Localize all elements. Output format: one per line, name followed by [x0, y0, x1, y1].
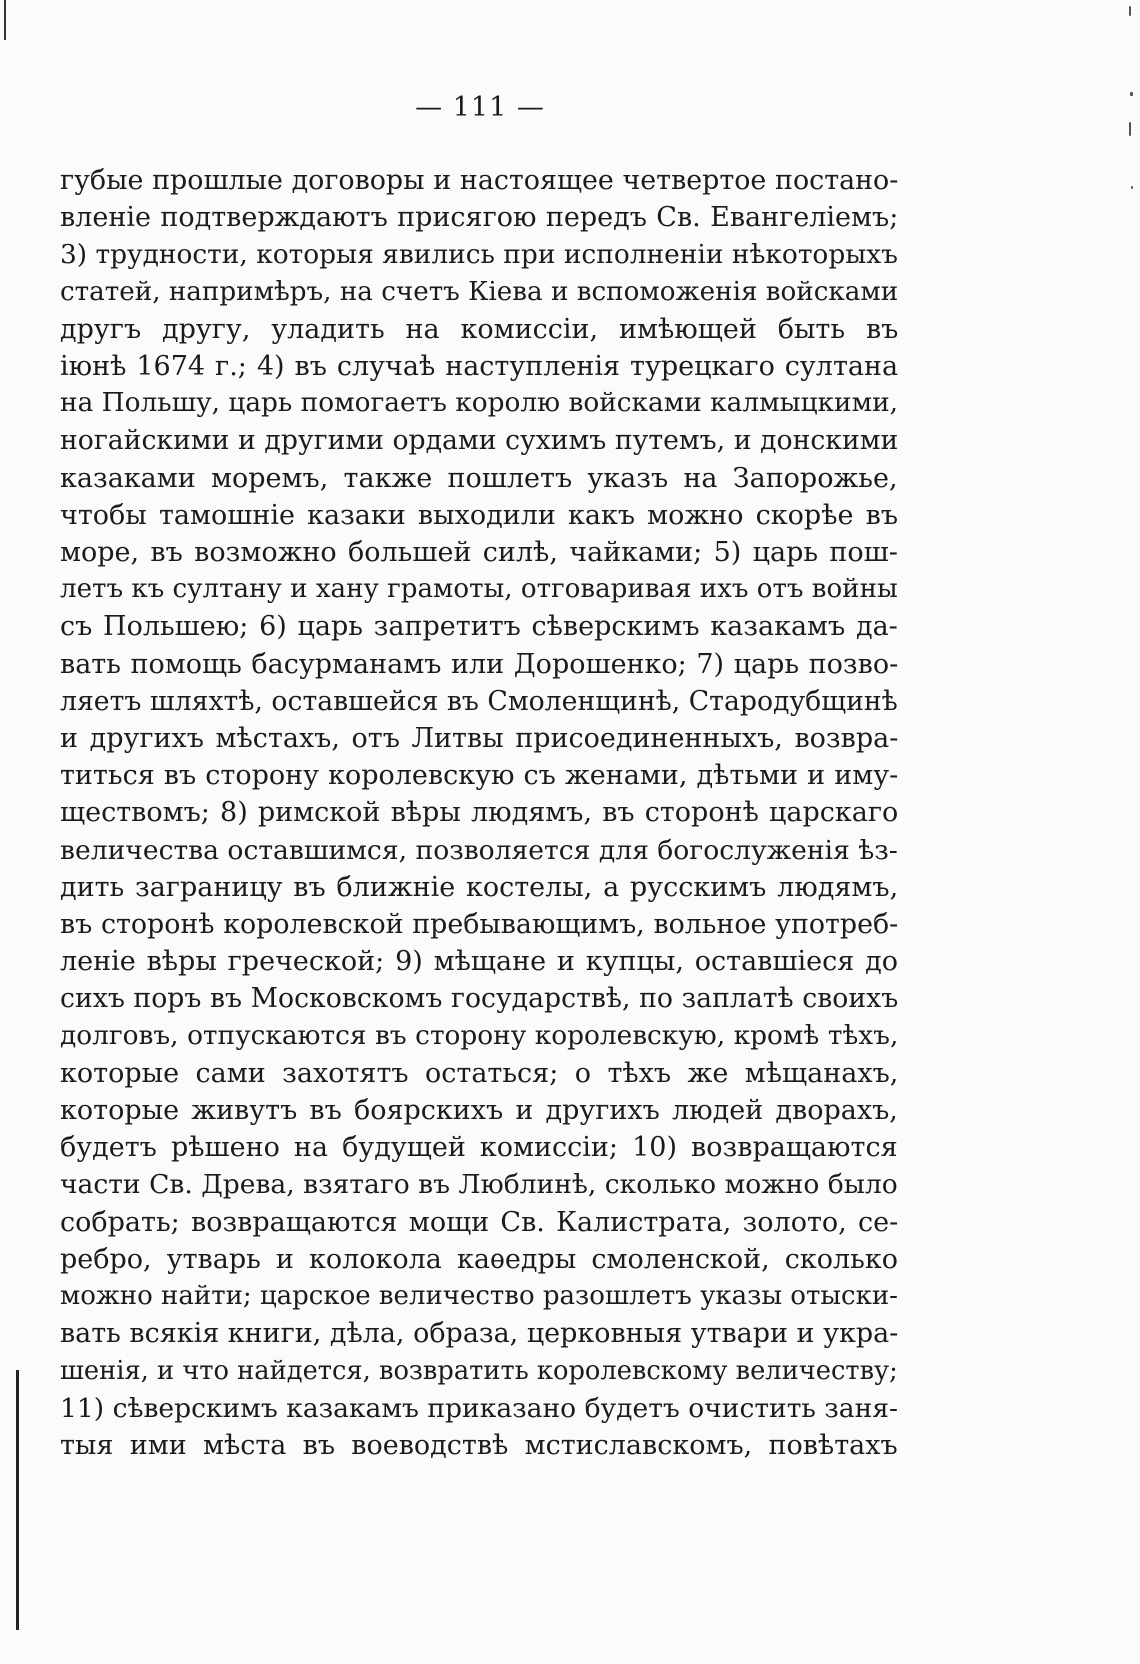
text-line: которые сами захотятъ остаться; о тѣхъ же мѣщанахъ,	[60, 1057, 898, 1089]
text-line: дить заграницу въ ближніе костелы, а русскимъ людямъ,	[60, 871, 898, 903]
text-line: леніе вѣры греческой; 9) мѣщане и купцы, оставшіеся до	[60, 946, 898, 978]
text-line: ребро, утварь и колокола каѳедры смоленской, сколько	[60, 1243, 898, 1275]
text-line: статей, напримѣръ, на счетъ Кіева и вспоможенія войсками	[60, 276, 898, 307]
text-line: части Св. Древа, взятаго въ Люблинѣ, сколько можно было	[60, 1169, 898, 1201]
text-line: море, въ возможно большей силѣ, чайками; 5) царь пош-	[60, 537, 898, 569]
text-line: шенія, и что найдется, возвратить королевскому величеству;	[60, 1355, 898, 1386]
text-line: ногайскими и другими ордами сухимъ путемъ, и донскими	[60, 425, 898, 457]
text-line: вленіе подтверждаютъ присягою передъ Св. Евангеліемъ;	[60, 202, 898, 234]
text-line: летъ къ султану и хану грамоты, отговаривая ихъ отъ войны	[60, 574, 898, 605]
scan-specks	[1128, 0, 1134, 260]
text-line: вать помощь басурманамъ или Дорошенко; 7) царь позво-	[60, 648, 898, 680]
text-line: собрать; возвращаются мощи Св. Калистрата, золото, се-	[60, 1206, 898, 1238]
text-line: другъ другу, уладить на комиссіи, имѣющей быть въ	[60, 313, 898, 345]
text-line: сихъ поръ въ Московскомъ государствѣ, по заплатѣ своихъ	[60, 983, 898, 1015]
text-line: губые прошлые договоры и настоящее четвертое постано-	[60, 165, 898, 196]
text-line: и другихъ мѣстахъ, отъ Литвы присоединенныхъ, возвра-	[60, 723, 898, 755]
text-line: можно найти; царское величество разошлетъ указы отыски-	[60, 1281, 898, 1312]
scan-edge-mark	[4, 0, 6, 40]
text-line: ществомъ; 8) римской вѣры людямъ, въ сторонѣ царскаго	[60, 797, 898, 829]
text-line: долговъ, отпускаются въ сторону королевскую, кромѣ тѣхъ,	[60, 1020, 898, 1051]
text-line: которые живутъ въ боярскихъ и другихъ людей дворахъ,	[60, 1095, 898, 1127]
text-line: съ Польшею; 6) царь запретитъ сѣверскимъ казакамъ да-	[60, 611, 898, 643]
text-line: іюнѣ 1674 г.; 4) въ случаѣ наступленія турецкаго султана	[60, 351, 898, 383]
text-line: въ сторонѣ королевской пребывающимъ, вольное употреб-	[60, 909, 898, 941]
page-number: — 111 —	[415, 92, 545, 123]
body-text	[60, 162, 898, 1464]
text-line: чтобы тамошніе казаки выходили какъ можно скорѣе въ	[60, 499, 898, 531]
text-line: на Польшу, царь помогаетъ королю войсками калмыцкими,	[60, 388, 898, 419]
scan-binding-shadow	[16, 1370, 19, 1630]
text-line: 11) сѣверскимъ казакамъ приказано будетъ очистить заня-	[60, 1392, 898, 1424]
text-line: тыя ими мѣста въ воеводствѣ мстиславскомъ, повѣтахъ	[60, 1429, 898, 1461]
text-line: величества оставшимся, позволяется для богослуженія ѣз-	[60, 834, 898, 866]
text-line: титься въ сторону королевскую съ женами, дѣтьми и иму-	[60, 760, 898, 792]
text-line: казаками моремъ, также пошлетъ указъ на Запорожье,	[60, 462, 898, 494]
text-line: ляетъ шляхтѣ, оставшейся въ Смоленщинѣ, Стародубщинѣ	[60, 685, 898, 717]
text-line: будетъ рѣшено на будущей комиссіи; 10) возвращаются	[60, 1132, 898, 1164]
text-line: 3) трудности, которыя явились при исполненіи нѣкоторыхъ	[60, 239, 898, 271]
text-line: вать всякія книги, дѣла, образа, церковныя утвари и укра-	[60, 1318, 898, 1350]
